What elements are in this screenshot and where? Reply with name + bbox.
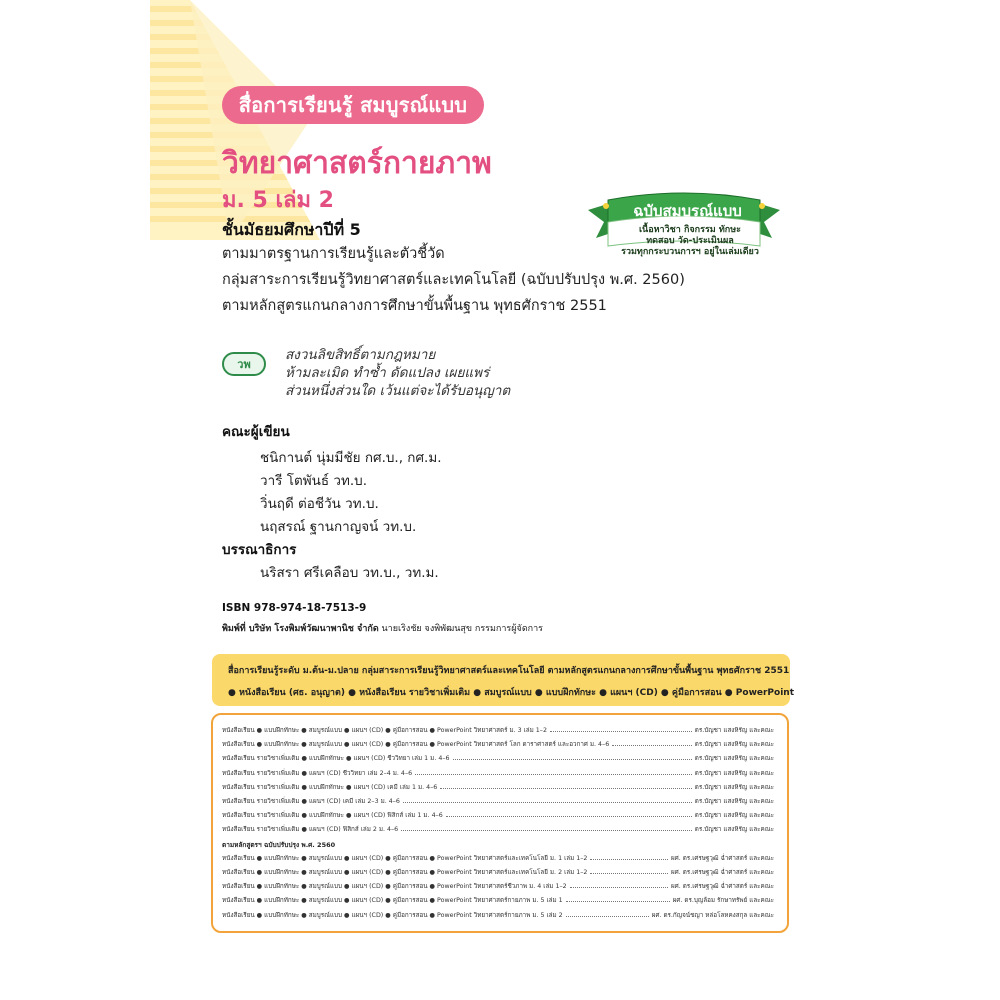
catalog-row-leader	[570, 882, 668, 888]
catalog-row-leader	[440, 783, 691, 789]
catalog-row-author: ดร.บัญชา แสงหิรัญ และคณะ	[694, 812, 774, 820]
catalog-subhead: ตามหลักสูตรฯ ฉบับปรับปรุง พ.ศ. 2560	[222, 840, 336, 849]
book-subtitle: ม. 5 เล่ม 2	[222, 188, 334, 213]
catalog-row	[222, 853, 774, 866]
badge-line: เนื้อหาวิชา กิจกรรม ทักษะ	[638, 225, 742, 235]
publisher-logo: วพ	[222, 352, 266, 376]
printer-name: พิมพ์ที่ บริษัท โรงพิมพ์วัฒนาพานิช จำกัด	[222, 624, 379, 634]
catalog-row-author: ดร.บัญชา แสงหิรัญ และคณะ	[694, 727, 774, 734]
printer-manager: นายเริงชัย จงพิพัฒนสุข กรรมการผู้จัดการ	[378, 624, 543, 634]
catalog-row-title: หนังสือเรียน รายวิชาเพิ่มเติม ● แผนฯ (CD) เคมี เล่ม 2–3 ม. 4–6	[222, 798, 400, 805]
catalog-row	[222, 768, 774, 781]
catalog-row-author: ผศ. ดร.เศรษฐวุฒิ ฉ่ำศาสตร์ และคณะ	[671, 854, 774, 862]
catalog-row-leader	[550, 726, 692, 732]
catalog-row-leader	[415, 769, 692, 775]
catalog-row-title: หนังสือเรียน ● แบบฝึกทักษะ ● สมบูรณ์แบบ ● แผนฯ (CD) ● คู่มือการสอน ● PowerPoint วิทยาศาสตร์ โลก ดาราศาสตร์ และอวกาศ ม. 4–6	[222, 741, 610, 749]
copyright-line: สงวนลิขสิทธิ์ตามกฎหมาย	[285, 347, 436, 363]
catalog-row	[222, 867, 774, 880]
catalog-row-title: หนังสือเรียน รายวิชาเพิ่มเติม ● แบบฝึกทักษะ ● แผนฯ (CD) ชีววิทยา เล่ม 1 ม. 4–6	[222, 755, 450, 763]
copyright-line: ห้ามละเมิด ทำซ้ำ ดัดแปลง เผยแพร่	[285, 365, 490, 381]
catalog-row-title: หนังสือเรียน รายวิชาเพิ่มเติม ● แบบฝึกทักษะ ● แผนฯ (CD) ฟิสิกส์ เล่ม 1 ม. 4–6	[222, 812, 443, 820]
catalog-row-author: ผศ. ดร.เศรษฐวุฒิ ฉ่ำศาสตร์ และคณะ	[671, 883, 774, 891]
catalog-row	[222, 725, 774, 738]
catalog-row-title: หนังสือเรียน ● แบบฝึกทักษะ ● สมบูรณ์แบบ ● แผนฯ (CD) ● คู่มือการสอน ● PowerPoint วิทยาศาสตร์และเทคโนโลยี ม. 2 เล่ม 1–2	[222, 869, 588, 876]
catalog-row	[222, 739, 774, 752]
badge-line: รวมทุกกระบวนการฯ อยู่ในเล่มเดียว	[621, 247, 759, 257]
catalog-row-leader	[590, 868, 668, 874]
catalog-row-leader	[403, 797, 692, 803]
catalog-row-leader	[566, 896, 670, 902]
author-name: ชนิกานต์ นุ่มมีชัย กศ.บ., กศ.ม.	[260, 450, 442, 466]
catalog-row-title: หนังสือเรียน ● แบบฝึกทักษะ ● สมบูรณ์แบบ ● แผนฯ (CD) ● คู่มือการสอน ● PowerPoint วิทยาศาสตร์ ม. 3 เล่ม 1–2	[222, 727, 547, 734]
catalog-row	[222, 810, 774, 823]
catalog-row-author: ผศ. ดร.บุญล้อม รักษาทรัพย์ และคณะ	[672, 897, 774, 905]
authors-label: คณะผู้เขียน	[222, 424, 290, 440]
standard-line: กลุ่มสาระการเรียนรู้วิทยาศาสตร์และเทคโนโลยี (ฉบับปรับปรุง พ.ศ. 2560)	[222, 272, 685, 288]
author-name: วิ่นฤดี ต่อชีวัน วท.บ.	[260, 496, 379, 512]
series-box-line: สื่อการเรียนรู้ระดับ ม.ต้น-ม.ปลาย กลุ่มสาระการเรียนรู้วิทยาศาสตร์และเทคโนโลยี ตามหลักสูตรแกนกลางการศึกษาขั้นพื้นฐาน พุทธศักราช 2551	[228, 666, 790, 676]
catalog-row-author: ดร.บัญชา แสงหิรัญ และคณะ	[694, 783, 774, 791]
catalog-row-title: หนังสือเรียน ● แบบฝึกทักษะ ● สมบูรณ์แบบ ● แผนฯ (CD) ● คู่มือการสอน ● PowerPoint วิทยาศาสตร์กายภาพ ม. 5 เล่ม 1	[222, 897, 563, 905]
editor-name: นริสรา ศรีเคลือบ วท.บ., วท.ม.	[260, 565, 439, 581]
catalog-row-leader	[446, 811, 692, 817]
catalog-row	[222, 782, 774, 795]
catalog-row-title: หนังสือเรียน รายวิชาเพิ่มเติม ● แบบฝึกทักษะ ● แผนฯ (CD) เคมี เล่ม 1 ม. 4–6	[222, 783, 438, 791]
catalog-row-leader	[612, 740, 692, 746]
catalog-row-author: ผศ. ดร.เศรษฐวุฒิ ฉ่ำศาสตร์ และคณะ	[671, 869, 774, 876]
author-name: นฤสรณ์ ฐานกาญจน์ วท.บ.	[260, 519, 417, 535]
author-name: วารี โตพันธ์ วท.บ.	[260, 473, 368, 489]
series-pill: สื่อการเรียนรู้ สมบูรณ์แบบ	[222, 86, 484, 124]
catalog-row	[222, 796, 774, 809]
catalog-row-author: ดร.บัญชา แสงหิรัญ และคณะ	[694, 769, 774, 777]
badge-title: ฉบับสมบูรณ์แบบ	[633, 202, 742, 220]
series-box-products: ● หนังสือเรียน (ศธ. อนุญาต) ● หนังสือเรียน รายวิชาเพิ่มเติม ● สมบูรณ์แบบ ● แบบฝึกทักษะ ● แผนฯ (CD) ● คู่มือการสอน ● PowerPoint	[228, 688, 794, 698]
badge-line: ทดสอบ วัด-ประเมินผล	[646, 236, 734, 246]
catalog-row-author: ดร.บัญชา แสงหิรัญ และคณะ	[694, 826, 774, 834]
catalog-row-leader	[590, 854, 668, 860]
catalog-row-author: ดร.บัญชา แสงหิรัญ และคณะ	[694, 741, 774, 749]
grade-level: ชั้นมัธยมศึกษาปีที่ 5	[222, 220, 361, 239]
copyright-line: ส่วนหนึ่งส่วนใด เว้นแต่จะได้รับอนุญาต	[285, 383, 511, 399]
catalog-row	[222, 881, 774, 894]
book-title: วิทยาศาสตร์กายภาพ	[222, 146, 492, 181]
catalog-row	[222, 753, 774, 766]
catalog-row-title: หนังสือเรียน ● แบบฝึกทักษะ ● สมบูรณ์แบบ ● แผนฯ (CD) ● คู่มือการสอน ● PowerPoint วิทยาศาสตร์ชีวภาพ ม. 4 เล่ม 1–2	[222, 883, 567, 891]
catalog-row-leader	[453, 754, 692, 760]
printer-line	[222, 621, 543, 635]
catalog-row-leader	[566, 911, 649, 917]
standard-line: ตามหลักสูตรแกนกลางการศึกษาขั้นพื้นฐาน พุทธศักราช 2551	[222, 298, 607, 314]
catalog-row-title: หนังสือเรียน ● แบบฝึกทักษะ ● สมบูรณ์แบบ ● แผนฯ (CD) ● คู่มือการสอน ● PowerPoint วิทยาศาสตร์กายภาพ ม. 5 เล่ม 2	[222, 911, 563, 919]
catalog-row	[222, 824, 774, 837]
catalog-row	[222, 910, 774, 923]
catalog-row-author: ดร.บัญชา แสงหิรัญ และคณะ	[694, 798, 774, 805]
catalog-row	[222, 895, 774, 908]
isbn: ISBN 978-974-18-7513-9	[222, 602, 367, 614]
catalog-row-title: หนังสือเรียน รายวิชาเพิ่มเติม ● แผนฯ (CD) ชีววิทยา เล่ม 2–4 ม. 4–6	[222, 769, 413, 777]
catalog-row-leader	[401, 825, 692, 831]
catalog-row-author: ผศ. ดร.กัญจน์ชญา หล่อโลหคงสกุล และคณะ	[651, 911, 774, 919]
catalog-row-title: หนังสือเรียน รายวิชาเพิ่มเติม ● แผนฯ (CD) ฟิสิกส์ เล่ม 2 ม. 4–6	[222, 826, 399, 834]
catalog-row-author: ดร.บัญชา แสงหิรัญ และคณะ	[694, 755, 774, 763]
editor-label: บรรณาธิการ	[222, 542, 297, 558]
standard-line: ตามมาตรฐานการเรียนรู้และตัวชี้วัด	[222, 246, 445, 262]
catalog-row-title: หนังสือเรียน ● แบบฝึกทักษะ ● สมบูรณ์แบบ ● แผนฯ (CD) ● คู่มือการสอน ● PowerPoint วิทยาศาสตร์และเทคโนโลยี ม. 1 เล่ม 1–2	[222, 854, 588, 862]
